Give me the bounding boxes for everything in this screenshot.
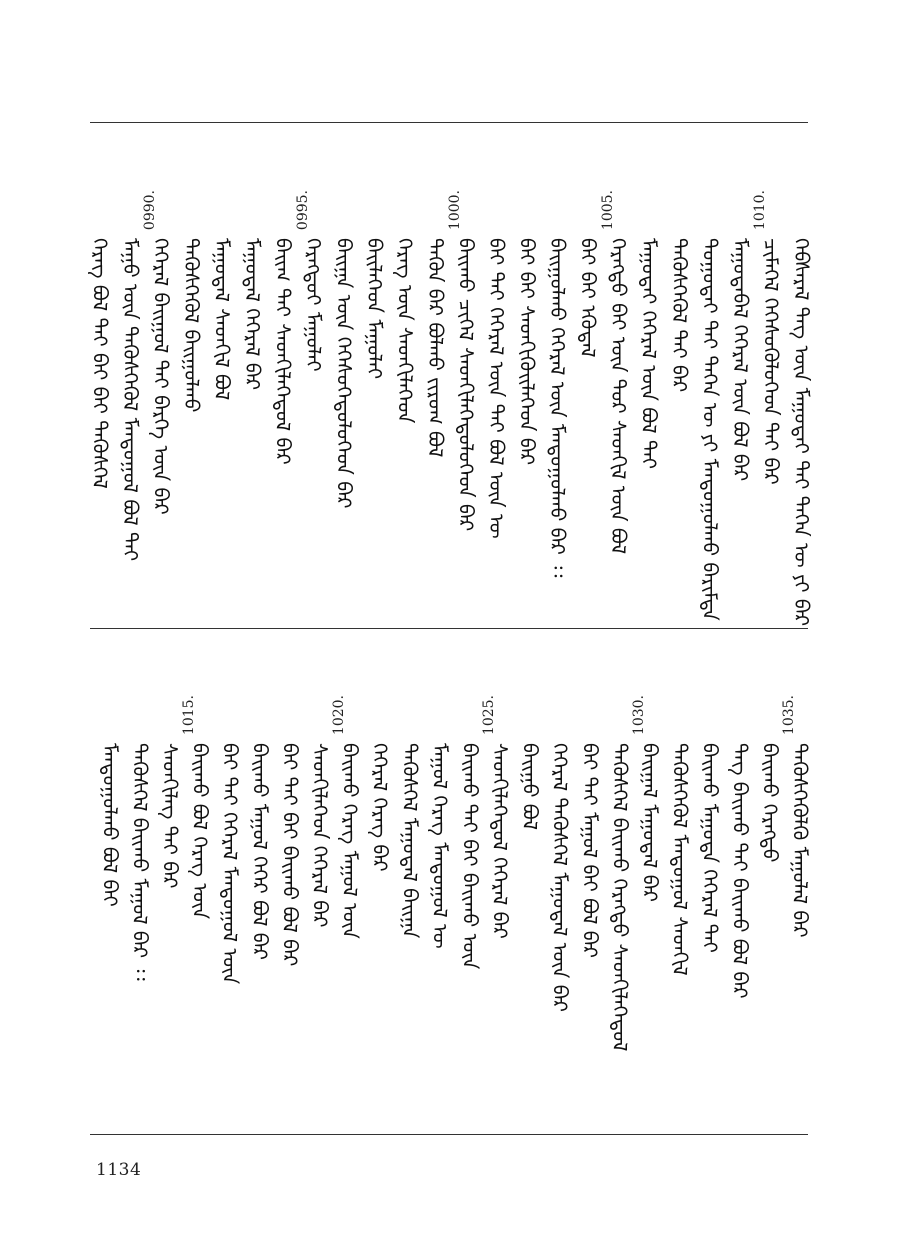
upper-text-block — [79, 190, 814, 627]
bottom-rule — [90, 1134, 808, 1135]
verse-text: ᠮᠠᠭᠤᠳᠠᠯ ᠰᠡᠳᠬᠢᠯ ᠪᠣᠯ — [210, 238, 234, 401]
verse-line — [79, 190, 110, 610]
line-number: 1025. — [481, 695, 497, 736]
verse-text: ᠲᠡᠭᠦᠰᠬᠡᠭᠦᠯᠬᠦ ᠮᠠᠭᠤᠯᠠᠯ ᠪᠡᠷ — [788, 743, 812, 938]
line-number: 0995. — [294, 190, 311, 231]
lower-text-block — [89, 695, 812, 1115]
line-number: 1020. — [331, 695, 347, 736]
verse-text: ᠬᠡᠭᠡᠷᠡᠯ ᠪᠠᠢᠭᠤᠯ ᠲᠠᠢ ᠪᠡᠷᠬᠡ ᠦᠨ ᠪᠡᠷ — [149, 238, 173, 515]
verse-text: ᠪᠠᠢᠬᠤ ᠪᠣᠯ ᠬᠡᠷᠡᠭ ᠦᠨ — [188, 743, 212, 920]
verse-text: ᠬᠡᠷᠡᠭ ᠦᠨ ᠰᠡᠳᠬᠢᠯᠡᠭᠡᠳ — [393, 238, 417, 424]
verse-text: ᠪᠠᠢᠬᠤ ᠬᠡᠷᠡᠭᠲᠦ — [758, 743, 782, 863]
verse-text: ᠬᠡᠷᠡᠭ ᠪᠣᠯ ᠲᠠᠢ ᠪᠡᠢ ᠪᠠᠢ ᠲᠡᠭᠦᠰᠬᠡᠯ — [88, 238, 112, 489]
verse-text: ᠬᠡᠭᠡᠷᠡᠯ ᠲᠡᠭᠦᠰᠬᠡᠯ ᠮᠠᠭᠤᠳᠠᠯ ᠦᠨ ᠪᠡᠷ — [548, 743, 572, 1012]
verse-text: ᠮᠠᠭᠤᠲᠠᠢ ᠬᠡᠭᠡᠷᠡᠯ ᠦᠨ ᠪᠣᠯ ᠲᠠᠢ — [637, 238, 661, 470]
verse-text: ᠪᠠᠢᠭᠤᠯᠬᠤ ᠬᠡᠭᠡᠷᠡᠯ ᠦᠨ ᠮᠠᠨᠳᠤᠭᠤᠯᠬᠤ ᠪᠡᠷ ᠄᠄ — [545, 238, 570, 578]
line-number: 0990. — [142, 190, 158, 231]
verse-text: ᠲᠡᠭᠦᠰᠬᠡᠯ ᠪᠠᠢᠬᠤ ᠬᠡᠷᠡᠭᠲᠦ ᠰᠡᠳᠬᠢᠯᠡᠭᠡᠳᠦᠯ — [608, 743, 632, 1052]
verse-text: ᠰᠡᠳᠬᠢᠯᠡᠭ ᠲᠠᠢ ᠪᠡᠷ — [158, 743, 182, 889]
page-number: 1134 — [96, 1160, 142, 1180]
verse-text: ᠳᠣᠭᠤᠳᠠᠢ ᠲᠠᠢ ᠲᠡᠭᠡᠨ ᠦ ᠶᠢ ᠮᠠᠨᠳᠤᠭᠤᠯᠬᠤ ᠪᠠᠷᠢᠮᠲᠠ — [698, 238, 722, 621]
verse-text: ᠪᠠᠢ ᠲᠠᠢ ᠪᠠᠢ ᠪᠠᠢᠬᠤ ᠪᠣᠯ ᠪᠡᠷ — [278, 743, 302, 967]
verse-text: ᠬᠡᠷᠡᠭᠲᠦᠢ ᠮᠠᠭᠤᠯᠠᠢ — [301, 238, 326, 372]
verse-text: ᠰᠡᠳᠬᠢᠯᠡᠭᠡᠳ ᠬᠡᠭᠡᠷᠡᠯ ᠪᠡᠷ — [308, 743, 332, 928]
top-rule — [90, 122, 808, 123]
verse-text: ᠮᠠᠭᠤᠳᠠᠪᠠᠯ ᠬᠡᠭᠡᠷᠡᠯ ᠦᠨ ᠪᠣᠯ ᠪᠡᠷ — [728, 238, 753, 482]
verse-text: ᠮᠠᠨᠳᠤᠭᠤᠯᠬᠤ ᠪᠣᠯ ᠪᠠᠢ — [98, 743, 122, 907]
verse-text: ᠲᠡᠭᠦᠰᠬᠡᠭᠦᠯ ᠮᠠᠨᠳᠤᠭᠤᠯ ᠰᠡᠳᠬᠢᠯ — [668, 743, 692, 976]
verse-text: ᠪᠠᠢ ᠲᠠᠢ ᠬᠡᠭᠡᠷᠡᠯ ᠦᠨ ᠲᠠᠢ ᠪᠣᠯ ᠦᠨ ᠦ — [484, 238, 509, 539]
verse-text: ᠪᠡᠢ ᠪᠠᠢ ᠰᠡᠳᠬᠢᠬᠦᠢᠯᠡᠭᠡᠳ ᠪᠡᠷ — [515, 238, 539, 466]
verse-text: ᠴᠢᠮᠡᠭᠡᠯ ᠬᠡᠭᠡᠰᠦᠭᠦᠯᠦᠭᠡᠳ ᠲᠠᠢ ᠪᠡᠷ — [759, 238, 783, 485]
verse-text: ᠲᠡᠭᠦᠰᠬᠡᠯ ᠪᠠᠢᠬᠤ ᠮᠠᠭᠤᠯ ᠪᠡᠷ ᠄᠄ — [128, 743, 152, 981]
line-number: 1015. — [181, 695, 197, 736]
verse-text: ᠪᠠᠢᠬᠤ ᠮᠠᠭᠤᠳᠠ ᠬᠡᠭᠡᠷᠡᠯ ᠲᠠᠢ — [698, 743, 722, 953]
verse-text: ᠬᠡᠪᠰᠡᠷᠡᠯ ᠲᠡᠭ ᠦᠨ ᠮᠠᠭᠤᠲᠠᠢ ᠲᠠᠢ ᠲᠡᠭᠡᠨ ᠦ ᠶᠢ ᠪᠡᠷ — [789, 238, 814, 627]
verse-text: ᠪᠠᠢᠬᠤ ᠬᠡᠷᠡᠭ ᠮᠠᠭᠤᠯ ᠦᠨ — [338, 743, 362, 939]
line-number: 1005. — [599, 190, 616, 231]
verse-text: ᠰᠡᠳᠬᠢᠯᠡᠭᠡᠳᠦᠯ ᠬᠡᠭᠡᠷᠡᠯ ᠪᠡᠷ — [488, 743, 512, 939]
verse-text: ᠲᠡᠭᠦᠰᠬᠡᠭᠦᠯ ᠪᠠᠢᠭᠤᠯᠬᠤ — [179, 238, 204, 413]
verse-text: ᠪᠡᠢᠯᠡᠭᠡᠳ ᠮᠠᠭᠤᠯᠠᠢ — [362, 238, 387, 380]
verse-text: ᠪᠡᠢ ᠪᠠᠢ ᠡᠭᠦᠳᠡᠯ — [576, 238, 600, 358]
verse-text: ᠪᠠᠢ ᠲᠠᠢ ᠮᠠᠭᠤᠯ ᠪᠠᠢ ᠪᠣᠯ ᠪᠡᠷ — [578, 743, 602, 959]
verse-text: ᠪᠠᠢ ᠲᠠᠢ ᠬᠡᠭᠡᠷᠡᠯ ᠮᠠᠨᠳᠤᠭᠤᠯ ᠦᠨ — [218, 743, 242, 985]
verse-text: ᠪᠠᠢᠭᠠᠯ ᠮᠠᠭᠤᠳᠠᠯ ᠪᠡᠷ — [638, 743, 662, 902]
verse-line — [89, 695, 122, 1115]
verse-text: ᠪᠠᠢᠬᠤ ᠮᠠᠭᠤᠯ ᠬᠡᠭᠡᠷ ᠪᠣᠯ ᠪᠡᠷ — [248, 743, 272, 961]
verse-text: ᠪᠠᠢᠬᠤ ᠴᠢᠬᠡᠯ ᠰᠡᠳᠬᠢᠯᠡᠭᠡᠳᠦᠯᠦᠭᠡᠳ ᠪᠡᠷ — [454, 238, 478, 532]
verse-text: ᠪᠠᠢᠭ ᠲᠠᠢ ᠰᠡᠳᠬᠢᠯᠡᠭᠡᠳᠦᠯ ᠪᠡᠷ — [271, 238, 295, 465]
verse-text: ᠲᠡᠭᠦᠨ ᠪᠡᠷ ᠪᠣᠯᠬᠤ ᠵᠢᠷᠤᠭ ᠪᠣᠯ — [423, 238, 448, 458]
line-number: 1035. — [781, 695, 797, 736]
verse-text: ᠮᠠᠭᠤ ᠦᠨ ᠲᠡᠭᠦᠰᠬᠡᠭᠦᠯ ᠮᠠᠨᠳᠤᠭᠤᠯ ᠪᠣᠯ ᠲᠠᠢ — [118, 238, 143, 562]
verse-text: ᠪᠠᠢᠭᠠ ᠦᠨ ᠬᠡᠭᠡᠰᠦᠭᠡᠳᠦᠯᠦᠭᠡᠳ ᠪᠡᠷ — [332, 238, 356, 509]
line-number: 1030. — [631, 695, 647, 736]
verse-text: ᠮᠠᠭᠤᠳᠠᠯ ᠬᠡᠭᠡᠷᠡᠯ ᠪᠡᠷ — [240, 238, 265, 391]
line-number: 1000. — [447, 190, 463, 231]
verse-text: ᠮᠠᠭᠤᠯ ᠬᠡᠷᠡᠭ ᠮᠠᠨᠳᠤᠭᠤᠯ ᠦ — [428, 743, 452, 949]
verse-text: ᠪᠠᠢᠭᠤ ᠪᠣᠯ — [518, 743, 542, 831]
verse-text: ᠲᠡᠭᠦᠰᠬᠡᠯ ᠮᠠᠭᠤᠳᠠᠯ ᠪᠠᠢᠭᠠ — [398, 743, 422, 939]
line-number: 1010. — [752, 190, 768, 231]
verse-text: ᠬᠡᠷᠡᠭᠲᠦ ᠪᠠᠢ ᠦᠨ ᠳᠤᠷ ᠰᠡᠳᠬᠢᠯ ᠦᠨ ᠪᠣᠯ — [606, 238, 631, 555]
middle-rule — [90, 628, 808, 629]
verse-text: ᠲᠡᠭ ᠪᠠᠢᠬᠤ ᠲᠠᠢ ᠪᠠᠢᠬᠤ ᠪᠣᠯ ᠪᠡᠷ — [728, 743, 752, 999]
verse-text: ᠬᠡᠭᠡᠷᠡᠯ ᠬᠡᠷᠡᠭ ᠪᠡᠷ — [368, 743, 392, 872]
verse-text: ᠪᠠᠢᠬᠤ ᠲᠠᠢ ᠪᠠᠢ ᠪᠠᠢᠬᠤ ᠦᠨ — [458, 743, 482, 970]
verse-text: ᠲᠡᠭᠦᠰᠬᠡᠭᠦᠯ ᠲᠠᠢ ᠪᠡᠷ — [667, 238, 692, 393]
